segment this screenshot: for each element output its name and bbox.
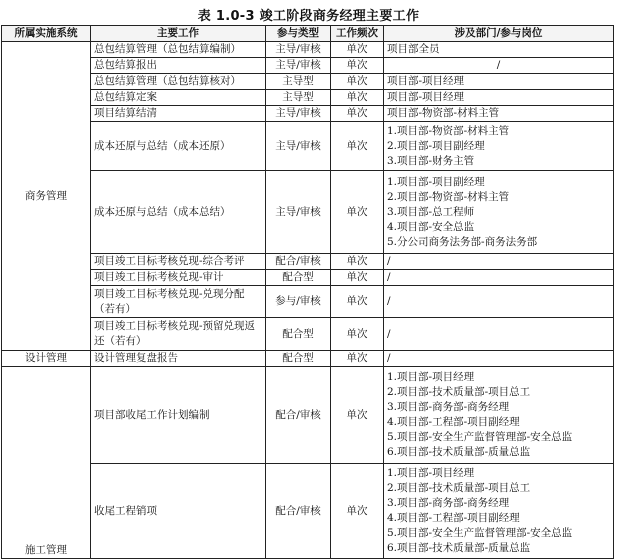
work-table bbox=[1, 25, 614, 559]
department-line: / bbox=[387, 352, 391, 364]
department-cell bbox=[384, 367, 614, 464]
table-row bbox=[2, 270, 614, 286]
frequency-cell: 单次 bbox=[331, 42, 384, 58]
type-cell: 主导/审核 bbox=[266, 106, 331, 122]
department-line: 1.项目部-项目经理 bbox=[387, 467, 475, 479]
frequency-cell: 单次 bbox=[331, 367, 384, 464]
department-line: 1.项目部-物资部-材料主管 bbox=[387, 124, 510, 137]
table-row bbox=[2, 106, 614, 122]
department-cell bbox=[384, 106, 614, 122]
type-cell: 配合型 bbox=[266, 318, 331, 351]
task-cell: 项目竣工目标考核兑现-预留兑现返还（若有） bbox=[91, 318, 266, 351]
frequency-cell: 单次 bbox=[331, 58, 384, 74]
system-cell: 设计管理 bbox=[2, 351, 91, 367]
department-cell bbox=[384, 254, 614, 270]
department-cell bbox=[384, 318, 614, 351]
type-cell: 配合型 bbox=[266, 351, 331, 367]
task-cell: 项目部收尾工作计划编制 bbox=[91, 367, 266, 464]
department-line: 项目部-项目经理 bbox=[387, 91, 465, 103]
department-cell bbox=[384, 286, 614, 318]
department-line: 5.项目部-安全生产监督管理部-安全总监 bbox=[387, 431, 573, 443]
department-line: 3.项目部-总工程师 bbox=[387, 205, 475, 218]
department-line: 项目部-项目经理 bbox=[387, 75, 465, 87]
frequency-cell: 单次 bbox=[331, 90, 384, 106]
department-line: 2.项目部-物资部-材料主管 bbox=[387, 190, 510, 203]
header-task: 主要工作 bbox=[91, 26, 266, 42]
frequency-cell: 单次 bbox=[331, 171, 384, 254]
table-row bbox=[2, 58, 614, 74]
frequency-cell: 单次 bbox=[331, 270, 384, 286]
frequency-cell: 单次 bbox=[331, 122, 384, 171]
header-row bbox=[2, 26, 614, 42]
table-title: 表 1.0-3 竣工阶段商务经理主要工作 bbox=[197, 9, 420, 24]
type-cell: 配合/审核 bbox=[266, 367, 331, 464]
table-row bbox=[2, 464, 614, 559]
department-cell bbox=[384, 171, 614, 254]
task-cell: 项目竣工目标考核兑现-审计 bbox=[91, 270, 266, 286]
header-department: 涉及部门/参与岗位 bbox=[384, 26, 614, 42]
header-type: 参与类型 bbox=[266, 26, 331, 42]
task-cell: 总包结算管理（总包结算编制） bbox=[91, 42, 266, 58]
department-line: / bbox=[387, 295, 391, 307]
department-line: 项目部全员 bbox=[387, 43, 440, 55]
department-line: / bbox=[387, 255, 391, 267]
task-cell: 收尾工程销项 bbox=[91, 464, 266, 559]
department-cell bbox=[384, 90, 614, 106]
frequency-cell: 单次 bbox=[331, 464, 384, 559]
type-cell: 主导型 bbox=[266, 74, 331, 90]
type-cell: 主导/审核 bbox=[266, 42, 331, 58]
department-cell bbox=[384, 42, 614, 58]
system-cell: 商务管理 bbox=[2, 42, 91, 351]
type-cell: 主导型 bbox=[266, 90, 331, 106]
table-row bbox=[2, 74, 614, 90]
task-cell: 总包结算管理（总包结算核对） bbox=[91, 74, 266, 90]
type-cell: 主导/审核 bbox=[266, 58, 331, 74]
table-row bbox=[2, 42, 614, 58]
type-cell: 主导/审核 bbox=[266, 122, 331, 171]
type-cell: 配合型 bbox=[266, 270, 331, 286]
frequency-cell: 单次 bbox=[331, 74, 384, 90]
task-cell: 项目竣工目标考核兑现-综合考评 bbox=[91, 254, 266, 270]
department-line: 1.项目部-项目副经理 bbox=[387, 175, 485, 188]
table-row bbox=[2, 318, 614, 351]
task-cell: 成本还原与总结（成本还原） bbox=[91, 122, 266, 171]
header-frequency: 工作频次 bbox=[331, 26, 384, 42]
type-cell: 参与/审核 bbox=[266, 286, 331, 318]
department-line: 6.项目部-技术质量部-质量总监 bbox=[387, 542, 531, 554]
department-line: 4.项目部-安全总监 bbox=[387, 220, 475, 233]
table-row bbox=[2, 254, 614, 270]
table-row bbox=[2, 286, 614, 318]
header-system: 所属实施系统 bbox=[2, 26, 91, 42]
department-line: 3.项目部-财务主管 bbox=[387, 154, 475, 167]
frequency-cell: 单次 bbox=[331, 286, 384, 318]
department-line: 5.项目部-安全生产监督管理部-安全总监 bbox=[387, 527, 573, 539]
department-cell bbox=[384, 464, 614, 559]
frequency-cell: 单次 bbox=[331, 318, 384, 351]
task-cell: 总包结算报出 bbox=[91, 58, 266, 74]
department-line: / bbox=[387, 271, 391, 283]
department-line: 2.项目部-技术质量部-项目总工 bbox=[387, 386, 531, 398]
department-cell bbox=[384, 270, 614, 286]
department-cell bbox=[384, 122, 614, 171]
table-row bbox=[2, 171, 614, 254]
task-cell: 成本还原与总结（成本总结） bbox=[91, 171, 266, 254]
department-line: 5.分公司商务法务部-商务法务部 bbox=[387, 235, 538, 248]
department-line: 2.项目部-技术质量部-项目总工 bbox=[387, 482, 531, 494]
table-row bbox=[2, 90, 614, 106]
task-cell: 项目结算结清 bbox=[91, 106, 266, 122]
department-line: / bbox=[496, 59, 501, 71]
task-cell: 设计管理复盘报告 bbox=[91, 351, 266, 367]
department-cell bbox=[384, 351, 614, 367]
table-row bbox=[2, 122, 614, 171]
department-line: 3.项目部-商务部-商务经理 bbox=[387, 401, 510, 413]
table-row bbox=[2, 351, 614, 367]
system-cell: 施工管理 bbox=[2, 367, 91, 559]
type-cell: 配合/审核 bbox=[266, 254, 331, 270]
frequency-cell: 单次 bbox=[331, 106, 384, 122]
type-cell: 配合/审核 bbox=[266, 464, 331, 559]
department-line: 4.项目部-工程部-项目副经理 bbox=[387, 512, 520, 524]
department-line: 6.项目部-技术质量部-质量总监 bbox=[387, 446, 531, 458]
department-line: 2.项目部-项目副经理 bbox=[387, 139, 485, 152]
department-line: / bbox=[387, 327, 391, 340]
department-line: 项目部-物资部-材料主管 bbox=[387, 107, 500, 119]
task-cell: 项目竣工目标考核兑现-兑现分配（若有） bbox=[91, 286, 266, 318]
frequency-cell: 单次 bbox=[331, 351, 384, 367]
department-line: 3.项目部-商务部-商务经理 bbox=[387, 497, 510, 509]
department-cell bbox=[384, 58, 614, 74]
department-line: 1.项目部-项目经理 bbox=[387, 371, 475, 383]
table-row bbox=[2, 367, 614, 464]
type-cell: 主导/审核 bbox=[266, 171, 331, 254]
task-cell: 总包结算定案 bbox=[91, 90, 266, 106]
department-line: 4.项目部-工程部-项目副经理 bbox=[387, 416, 520, 428]
department-cell bbox=[384, 74, 614, 90]
frequency-cell: 单次 bbox=[331, 254, 384, 270]
